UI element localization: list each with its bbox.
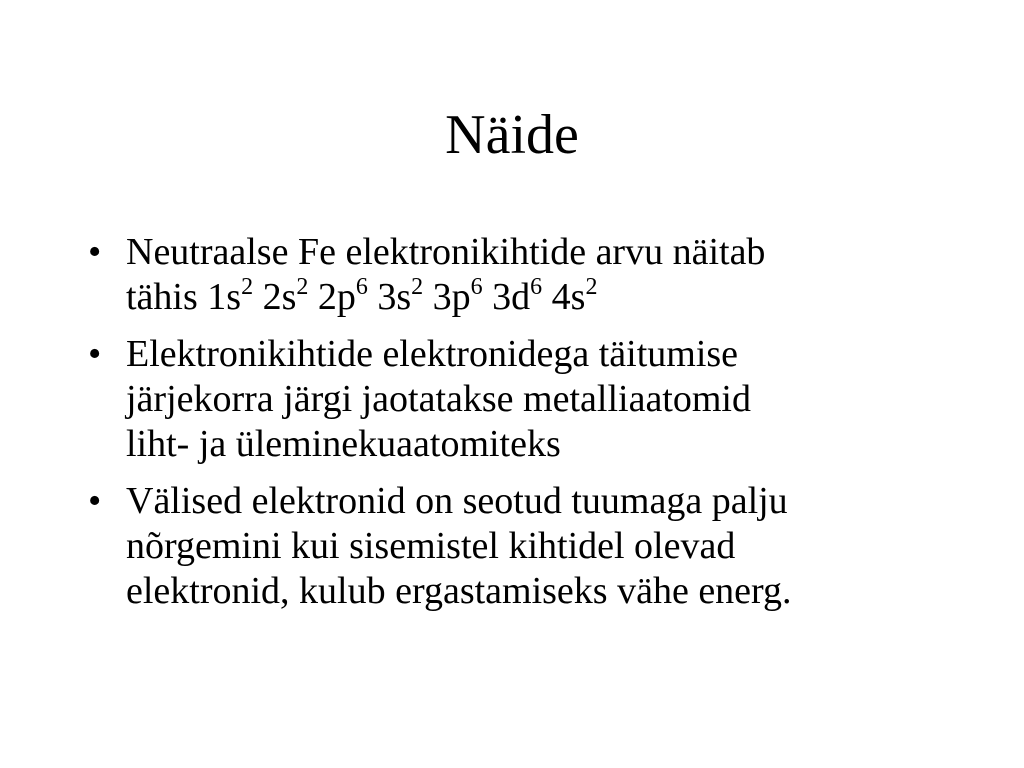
bullet-line: liht- ja üleminekuaatomiteks [126, 423, 561, 465]
bullet-item [88, 230, 968, 320]
electron-configuration [126, 275, 968, 320]
formula-prefix: tähis [126, 276, 208, 318]
bullet-list [88, 230, 968, 626]
bullet-item [88, 479, 968, 614]
bullet-mark: • [88, 231, 102, 273]
orbital-term: $1s^2$ [207, 274, 254, 318]
bullet-line: elektronid, kulub ergastamiseks vähe energ. [126, 570, 792, 612]
bullet-line: Neutraalse Fe elektronikihtide arvu näitab [126, 231, 766, 273]
bullet-line: Elektronikihtide elektronidega täitumise [126, 333, 739, 375]
bullet-mark: • [88, 480, 102, 522]
orbital-term: $4s^2$ [551, 274, 598, 318]
orbital-term: $3p^6$ [432, 274, 483, 318]
bullet-mark: • [88, 333, 102, 375]
bullet-line: Välised elektronid on seotud tuumaga palju [126, 480, 788, 522]
bullet-line: järjekorra järgi jaotatakse metalliaatomid [126, 378, 751, 420]
slide-title: Näide [445, 104, 579, 166]
orbital-term: $2s^2$ [262, 274, 309, 318]
orbital-term: $3d^6$ [492, 274, 543, 318]
bullet-item [88, 332, 968, 467]
bullet-line: nõrgemini kui sisemistel kihtidel olevad [126, 525, 736, 567]
orbital-term: $3s^2$ [377, 274, 424, 318]
orbital-term: $2p^6$ [317, 274, 368, 318]
